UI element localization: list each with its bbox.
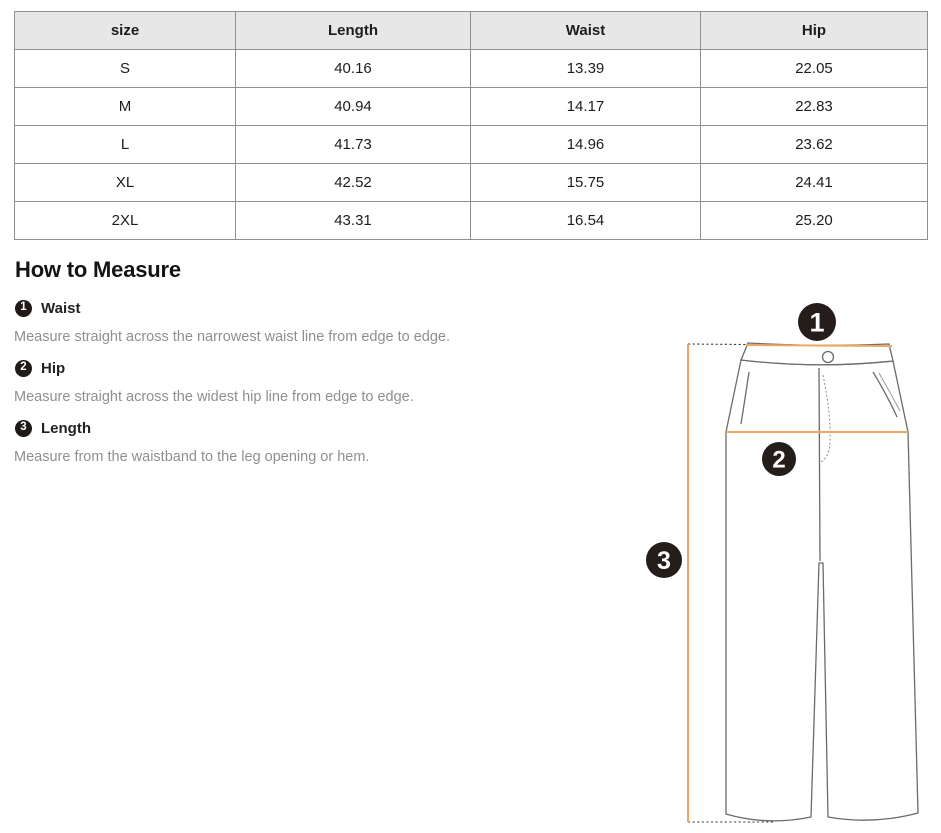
col-header-size: size	[15, 12, 236, 50]
measure-item-description: Measure straight across the widest hip line from edge to edge.	[14, 389, 414, 405]
cell-hip: 25.20	[701, 202, 928, 240]
waist-measure-line	[746, 345, 892, 346]
measure-item-label: Length	[41, 419, 91, 437]
table-row	[15, 164, 928, 202]
pants-outline	[726, 360, 918, 821]
cell-length: 40.16	[236, 50, 471, 88]
measure-item-label: Hip	[41, 359, 66, 377]
measure-item-description: Measure from the waistband to the leg opening or hem.	[14, 449, 370, 465]
cell-size: M	[15, 88, 236, 126]
cell-size: 2XL	[15, 202, 236, 240]
col-header-hip: Hip	[701, 12, 928, 50]
col-header-waist: Waist	[471, 12, 701, 50]
cell-hip: 22.83	[701, 88, 928, 126]
measure-item-waist	[15, 299, 634, 317]
cell-size: XL	[15, 164, 236, 202]
marker-3-number: 3	[657, 547, 671, 575]
table-row	[15, 202, 928, 240]
cell-hip: 22.05	[701, 50, 928, 88]
diagram-marker-waist	[798, 303, 836, 341]
section-title: How to Measure	[15, 257, 181, 282]
cell-length: 41.73	[236, 126, 471, 164]
pants-measurement-diagram	[642, 295, 940, 833]
step-3-badge: 3	[15, 420, 32, 437]
table-row	[15, 88, 928, 126]
cell-hip: 23.62	[701, 126, 928, 164]
size-chart-table	[14, 11, 928, 240]
cell-waist: 16.54	[471, 202, 701, 240]
col-header-length: Length	[236, 12, 471, 50]
table-row	[15, 50, 928, 88]
diagram-marker-hip	[762, 442, 796, 476]
measure-item-description: Measure straight across the narrowest waist line from edge to edge.	[14, 329, 451, 345]
measure-item-hip	[15, 359, 634, 377]
cell-size: L	[15, 126, 236, 164]
measure-item-length	[15, 419, 634, 437]
marker-1-number: 1	[809, 307, 825, 338]
table-row	[15, 126, 928, 164]
cell-size: S	[15, 50, 236, 88]
step-1-badge: 1	[15, 300, 32, 317]
cell-waist: 15.75	[471, 164, 701, 202]
cell-waist: 14.96	[471, 126, 701, 164]
step-2-badge: 2	[15, 360, 32, 377]
diagram-marker-length	[646, 542, 682, 578]
cell-waist: 14.17	[471, 88, 701, 126]
cell-length: 40.94	[236, 88, 471, 126]
measure-item-label: Waist	[41, 299, 81, 317]
cell-hip: 24.41	[701, 164, 928, 202]
cell-length: 43.31	[236, 202, 471, 240]
marker-2-number: 2	[772, 446, 786, 474]
how-to-measure-section	[14, 257, 634, 465]
cell-length: 42.52	[236, 164, 471, 202]
table-header-row	[15, 12, 928, 50]
cell-waist: 13.39	[471, 50, 701, 88]
